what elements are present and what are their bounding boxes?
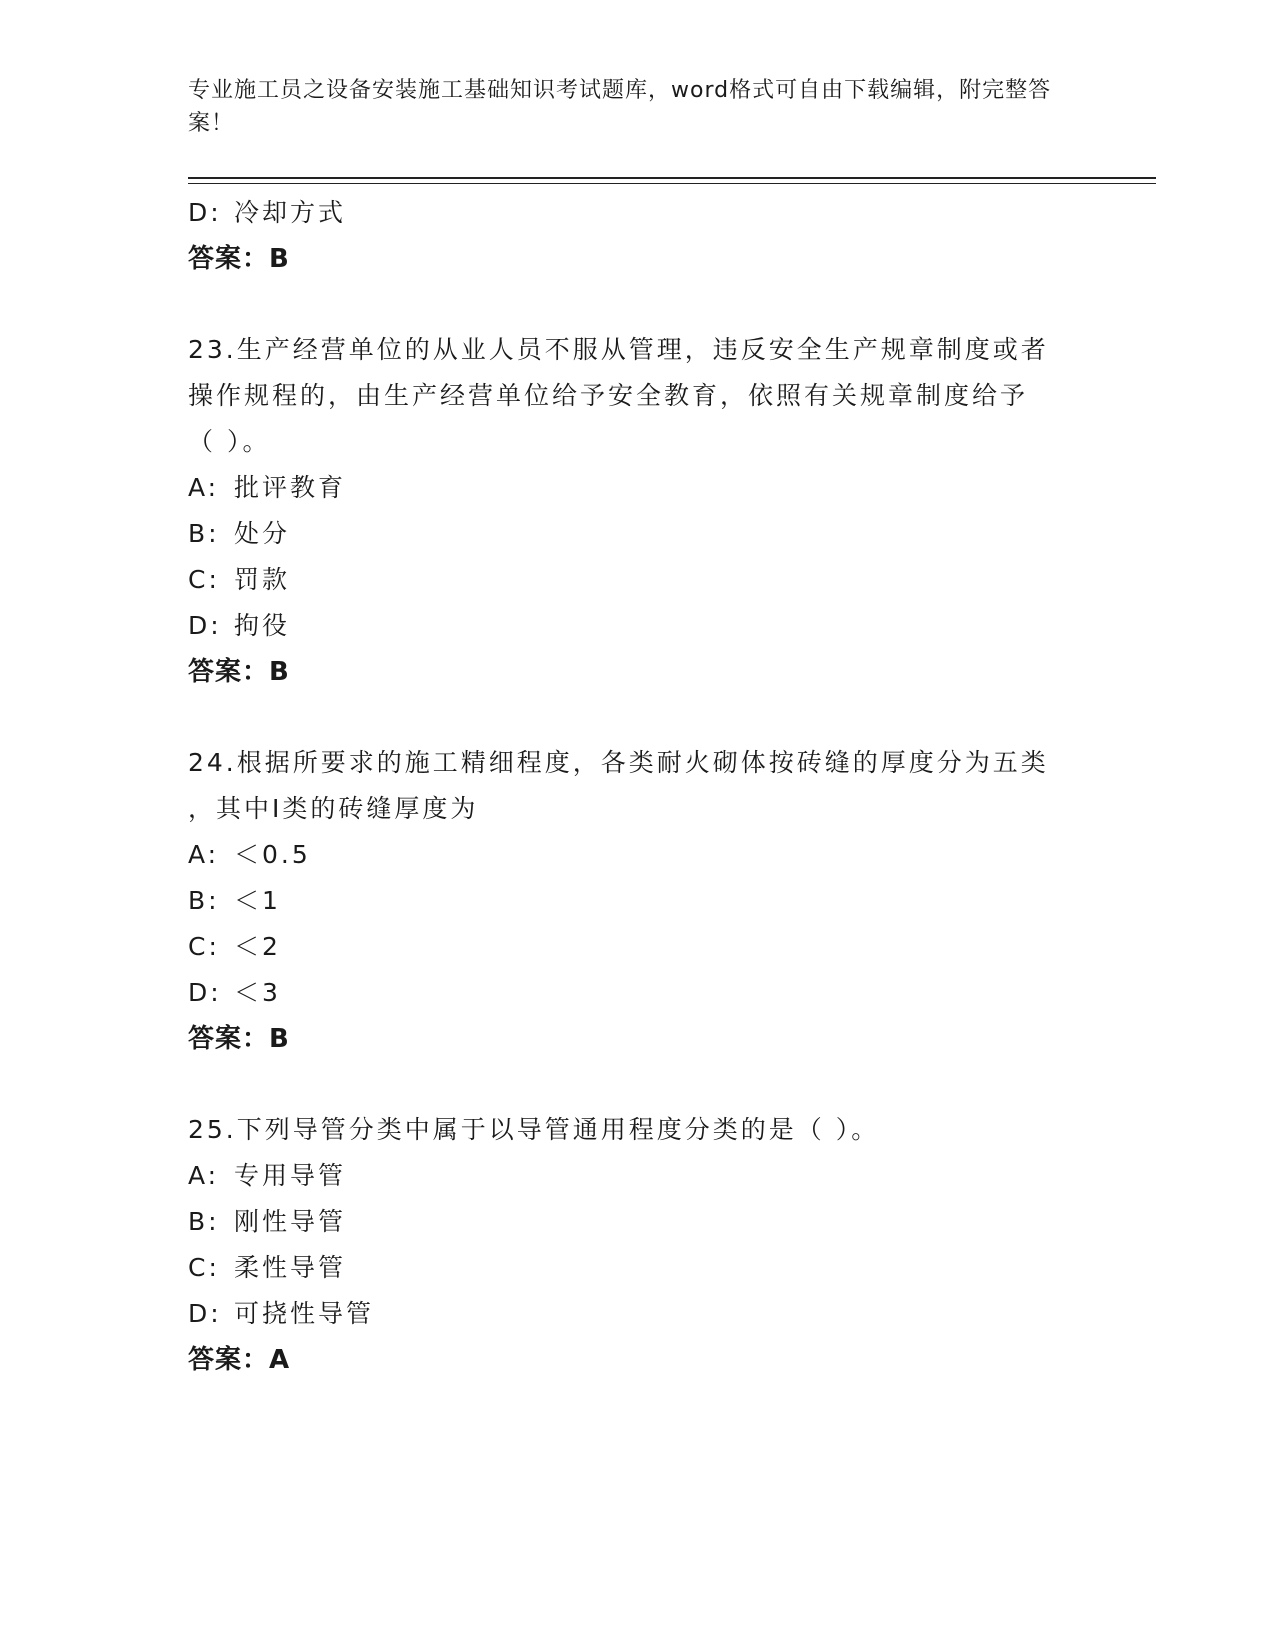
option-d [188, 603, 1088, 649]
option-text: 专用导管 [234, 1161, 347, 1190]
document-header: 专业施工员之设备安装施工基础知识考试题库，word格式可自由下载编辑，附完整答案！ [188, 78, 1052, 136]
option-letter: D: [188, 198, 222, 227]
question-stem-line: 24.根据所要求的施工精细程度，各类耐火砌体按砖缝的厚度分为五类 [188, 748, 1049, 777]
option-letter: D: [188, 611, 222, 640]
question-23 [188, 327, 1088, 695]
option-letter: C: [188, 1253, 220, 1282]
option-a [188, 465, 1088, 511]
answer-line: 答案：B [188, 1024, 290, 1054]
question-stem-line: ，其中I类的砖缝厚度为 [188, 794, 479, 823]
option-letter: D: [188, 978, 222, 1007]
option-letter: B: [188, 1207, 220, 1236]
option-text: 可挠性导管 [234, 1299, 375, 1328]
option-c [188, 924, 1088, 970]
option-letter: D: [188, 1299, 222, 1328]
question-stem-line: 操作规程的，由生产经营单位给予安全教育，依照有关规章制度给予 [188, 381, 1029, 410]
option-text: 批评教育 [234, 473, 347, 502]
option-letter: C: [188, 565, 220, 594]
option-letter: B: [188, 886, 220, 915]
option-c [188, 1245, 1088, 1291]
option-text: 冷却方式 [234, 198, 347, 227]
option-letter: A: [188, 1161, 220, 1190]
option-letter: C: [188, 932, 220, 961]
option-letter: A: [188, 840, 220, 869]
option-text: 处分 [234, 519, 291, 548]
option-d [188, 190, 1088, 236]
option-text: ＜0.5 [234, 840, 311, 869]
option-a [188, 1153, 1088, 1199]
option-d [188, 1291, 1088, 1337]
option-text: 罚款 [234, 565, 291, 594]
question-24 [188, 740, 1088, 1062]
question-stem-line: 25.下列导管分类中属于以导管通用程度分类的是（ ）。 [188, 1115, 880, 1144]
question-25 [188, 1107, 1088, 1383]
question-content [188, 190, 1088, 1383]
question-stem-line: 23.生产经营单位的从业人员不服从管理，违反安全生产规章制度或者 [188, 335, 1049, 364]
option-b [188, 511, 1088, 557]
question-stem-line: （ ）。 [188, 427, 271, 456]
option-a [188, 832, 1088, 878]
option-b [188, 1199, 1088, 1245]
option-b [188, 878, 1088, 924]
header-rule-thick [188, 177, 1156, 179]
option-c [188, 557, 1088, 603]
option-letter: B: [188, 519, 220, 548]
option-d [188, 970, 1088, 1016]
option-text: ＜1 [234, 886, 281, 915]
option-letter: A: [188, 473, 220, 502]
option-text: ＜3 [234, 978, 281, 1007]
option-text: 柔性导管 [234, 1253, 347, 1282]
option-text: 刚性导管 [234, 1207, 347, 1236]
header-rule-thin [188, 183, 1156, 184]
option-text: ＜2 [234, 932, 281, 961]
answer-line: 答案：B [188, 657, 290, 687]
answer-line: 答案：A [188, 1345, 291, 1375]
answer-line: 答案：B [188, 244, 290, 274]
option-text: 拘役 [234, 611, 291, 640]
